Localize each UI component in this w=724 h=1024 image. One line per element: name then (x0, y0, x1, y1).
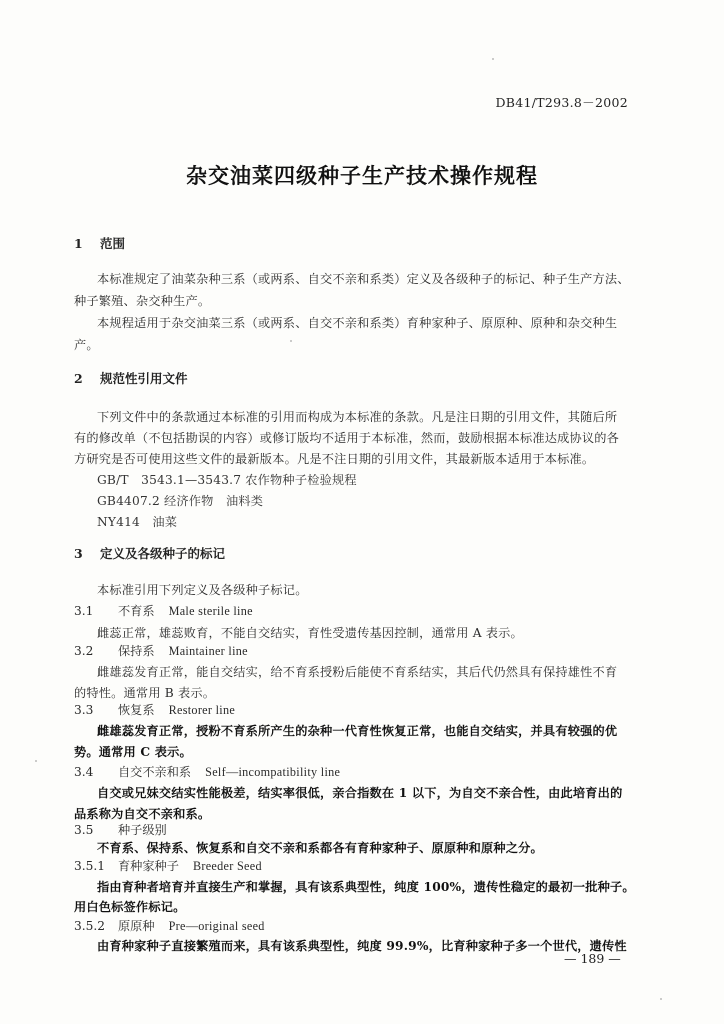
term-en: Self—incompatibility line (205, 765, 341, 779)
clause-number: 3.1 (74, 604, 94, 618)
paragraph-line: 方研究是否可使用这些文件的最新版本。凡是不注日期的引用文件，其最新版本适用于本标准。 (74, 452, 595, 466)
definition-text: 品系称为自交不亲和系。 (74, 807, 211, 821)
definition-text: 自交或兄妹交结实性能极差，结实率很低，亲合指数在 1 以下，为自交不亲合性，由此培育出的 (97, 786, 623, 800)
definition-heading (74, 763, 340, 780)
definition-text: 雌蕊正常，雄蕊败育，不能自交结实，育性受遗传基因控制，通常用 A 表示。 (97, 626, 523, 640)
term-cn: 原原种 (118, 919, 155, 933)
definition-text: 指由育种者培育并直接生产和掌握，具有该系典型性，纯度 100%，遗传性稳定的最初一批种子。 (97, 880, 635, 894)
definition-heading (74, 821, 167, 838)
section-1-heading (74, 234, 125, 252)
definition-text: 雌雄蕊发育正常，授粉不育系所产生的杂种一代育性恢复正常，也能自交结实，并具有较强的优 (97, 724, 618, 738)
term-en: Breeder Seed (192, 859, 262, 873)
paragraph-line: 种子繁殖、杂交种生产。 (74, 294, 211, 308)
section-title: 规范性引用文件 (100, 371, 188, 386)
definition-text: 雌雄蕊发育正常，能自交结实，给不育系授粉后能使不育系结实，其后代仍然具有保持雄性不育 (97, 665, 618, 679)
definition-text: 不育系、保持系、恢复系和自交不亲和系都各有育种家种子、原原种和原种之分。 (97, 841, 543, 855)
clause-number: 3.4 (74, 765, 94, 779)
scan-speck (290, 340, 292, 342)
paragraph-line: 本标准规定了油菜杂种三系（或两系、自交不亲和系类）定义及各级种子的标记、种子生产方法、 (97, 272, 630, 286)
scan-speck (492, 58, 494, 60)
section-title: 范围 (100, 236, 126, 251)
reference-item: GB4407.2 经济作物 油料类 (97, 494, 264, 508)
standard-code: DB41/T293.8－2002 (495, 95, 628, 110)
document-title: 杂交油菜四级种子生产技术操作规程 (186, 163, 538, 188)
term-cn: 不育系 (118, 604, 155, 618)
paragraph-line: 产。 (74, 338, 99, 352)
paragraph-line: 下列文件中的条款通过本标准的引用而构成为本标准的条款。凡是注日期的引用文件，其随后所 (97, 410, 618, 424)
clause-number: 3.2 (74, 644, 94, 658)
section-number: 2 (74, 371, 83, 386)
page-number: — 189 — (564, 951, 621, 966)
scan-speck (35, 760, 37, 762)
scan-speck (660, 998, 662, 1000)
term-en: Restorer line (168, 703, 236, 717)
definition-text: 势。通常用 C 表示。 (74, 745, 192, 759)
definition-text: 用白色标签作标记。 (74, 900, 186, 914)
section-3-heading (74, 544, 225, 562)
definition-text: 的特性。通常用 B 表示。 (74, 686, 216, 700)
term-cn: 恢复系 (118, 703, 155, 717)
section-number: 3 (74, 546, 83, 561)
definition-heading (74, 857, 262, 874)
clause-number: 3.3 (74, 703, 94, 717)
reference-item: NY414 油菜 (97, 515, 178, 529)
clause-number: 3.5 (74, 823, 94, 837)
term-cn: 育种家种子 (118, 859, 179, 873)
term-cn: 自交不亲和系 (118, 765, 192, 779)
term-cn: 保持系 (118, 644, 155, 658)
clause-number: 3.5.1 (74, 859, 106, 873)
paragraph-line: 有的修改单（不包括勘误的内容）或修订版均不适用于本标准，然而，鼓励根据本标准达成协议的各 (74, 431, 620, 445)
definition-heading (74, 701, 235, 718)
section-2-heading (74, 369, 188, 387)
term-cn: 种子级别 (118, 823, 167, 837)
section-number: 1 (74, 236, 83, 251)
definition-heading (74, 917, 265, 934)
reference-item: GB/T 3543.1—3543.7 农作物种子检验规程 (97, 473, 357, 487)
term-en: Maintainer line (168, 644, 248, 658)
section-title: 定义及各级种子的标记 (100, 546, 226, 561)
definition-text: 由育种家种子直接繁殖而来，具有该系典型性，纯度 99.9%，比育种家种子多一个世代，遗传性 (97, 939, 627, 953)
paragraph-line: 本规程适用于杂交油菜三系（或两系、自交不亲和系类）育种家种子、原原种、原种和杂交种生 (97, 316, 618, 330)
term-en: Male sterile line (168, 604, 253, 618)
paragraph-line: 本标准引用下列定义及各级种子标记。 (97, 583, 308, 597)
clause-number: 3.5.2 (74, 919, 106, 933)
definition-heading (74, 602, 253, 619)
term-en: Pre—original seed (168, 919, 265, 933)
definition-heading (74, 642, 248, 659)
